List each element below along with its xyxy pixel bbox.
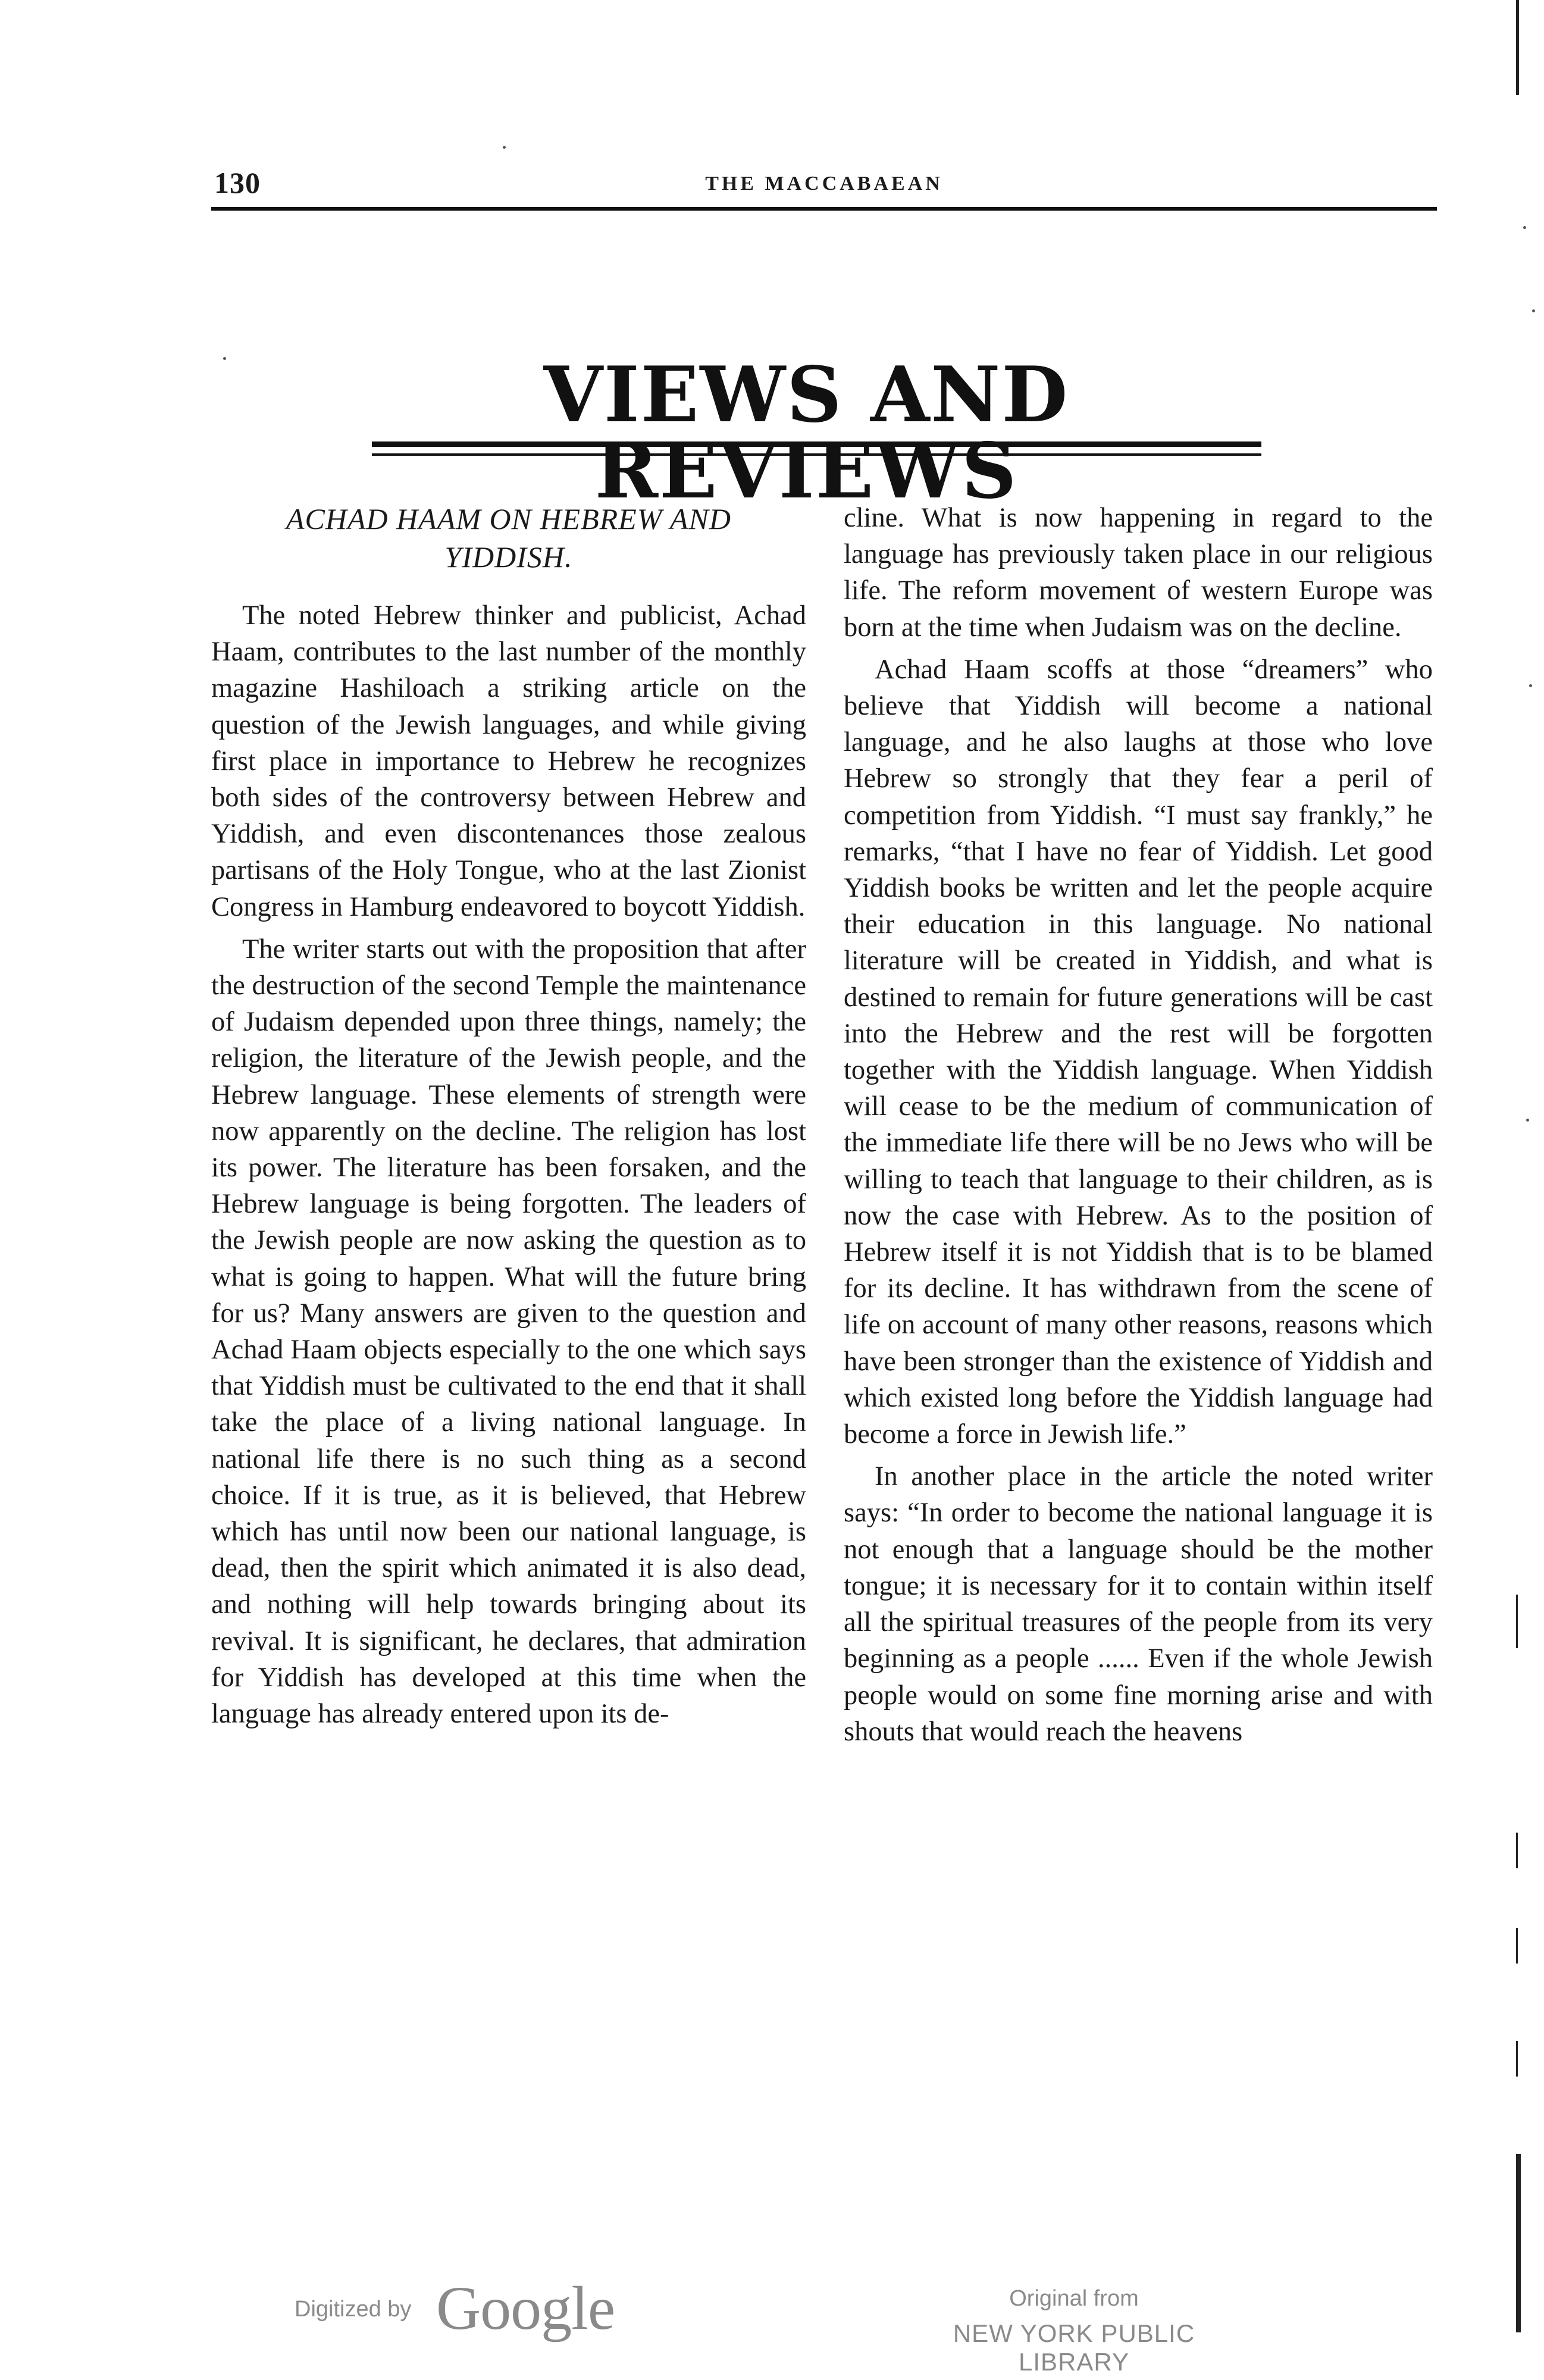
scan-speck: [1532, 309, 1535, 312]
page-header: [214, 159, 1434, 201]
header-rule: [211, 207, 1437, 211]
paragraph: The writer starts out with the proposition that after the destruction of the second Temple the maintenance of Judaism depended upon three things, namely; the religion, the literature of the Jewish people, and the Hebrew language. These elements of strength were now apparently on the decline. The religion has lost its power. The literature has been forsaken, and the Hebrew language is being forgotten. The leaders of the Jewish people are now asking the question as to what is going to happen. What will the future bring for us? Many answers are given to the question and Achad Haam objects especially to the one which says that Yiddish must be cultivated to the end that it shall take the place of a living national language. In national life there is no such thing as a second choice. If it is true, as it is believed, that Hebrew which has until now been our national language, is dead, then the spirit which animated it is also dead, and nothing will help towards bringing about its revival. It is significant, he declares, that admiration for Yiddish has developed at this time when the language has already entered upon its de-: [211, 934, 806, 1730]
running-head: THE MACCABAEAN: [705, 173, 943, 195]
paragraph: cline. What is now happening in regard to the language has previously taken place in our religious life. The reform movement of western Europe was born at the time when Judaism was on the decline.: [844, 503, 1433, 643]
paragraph: The noted Hebrew thinker and publicist, Achad Haam, contributes to the last number of the monthly magazine Hashiloach a striking article on the question of the Jewish languages, and while giving first place in importance to Hebrew he recognizes both sides of the controversy between Hebrew and Yiddish, and even discontenances those zealous partisans of the Holy Tongue, who at the last Zionist Congress in Hamburg endeavored to boycott Yiddish.: [211, 600, 806, 922]
scan-speck: [1526, 1119, 1529, 1122]
scan-edge-line: [1516, 1595, 1518, 1648]
left-column: [211, 500, 806, 1738]
article-heading: ACHAD HAAM ON HEBREW AND YIDDISH.: [286, 502, 731, 574]
right-column: [844, 500, 1433, 1756]
original-from-label: Original from: [1009, 2286, 1139, 2311]
title-double-rule: [372, 441, 1261, 463]
scan-speck: [503, 146, 506, 149]
library-name: NEW YORK PUBLIC LIBRARY: [953, 2319, 1195, 2376]
scan-edge-line: [1516, 1833, 1518, 1868]
paragraph: In another place in the article the noted writer says: “In order to become the national language it is not enough that a language should be the mother tongue; it is necessary for it to contain within itself all the spiritual treasures of the people from its very beginning as a people ...... Even if the whole Jewish people would on some fine morning arise and with shouts that would reach the heavens: [844, 1461, 1433, 1747]
scan-speck: [1529, 684, 1532, 687]
scan-speck: [223, 357, 226, 360]
scan-edge-line: [1516, 0, 1519, 95]
page-number: 130: [214, 166, 261, 199]
google-logo: Google: [436, 2274, 615, 2343]
scan-edge-line: [1516, 2041, 1518, 2077]
scan-edge-line: [1516, 1928, 1518, 1964]
scan-speck: [1523, 226, 1526, 229]
paragraph: Achad Haam scoffs at those “dreamers” who believe that Yiddish will become a national language, and he also laughs at those who love Hebrew so strongly that they fear a peril of competition from Yiddish. “I must say frankly,” he remarks, “that I have no fear of Yiddish. Let good Yiddish books be written and let the people acquire their education in this language. No national literature will be created in Yiddish, and what is destined to remain for future generations will be cast into the Hebrew and the rest will be forgotten together with the Yiddish language. When Yiddish will cease to be the medium of communication of the immediate life there will be no Jews who will be willing to teach that language to their children, as is now the case with Hebrew. As to the position of Hebrew itself it is not Yiddish that is to be blamed for its decline. It has withdrawn from the scene of life on account of many other reasons, reasons which have been stronger than the existence of Yiddish and which existed long before the Yiddish language had become a force in Jewish life.”: [844, 654, 1433, 1450]
digitized-by-label: Digitized by: [295, 2297, 412, 2322]
section-title: VIEWS AND REVIEWS: [543, 350, 1069, 516]
scan-edge-line: [1516, 2154, 1521, 2332]
